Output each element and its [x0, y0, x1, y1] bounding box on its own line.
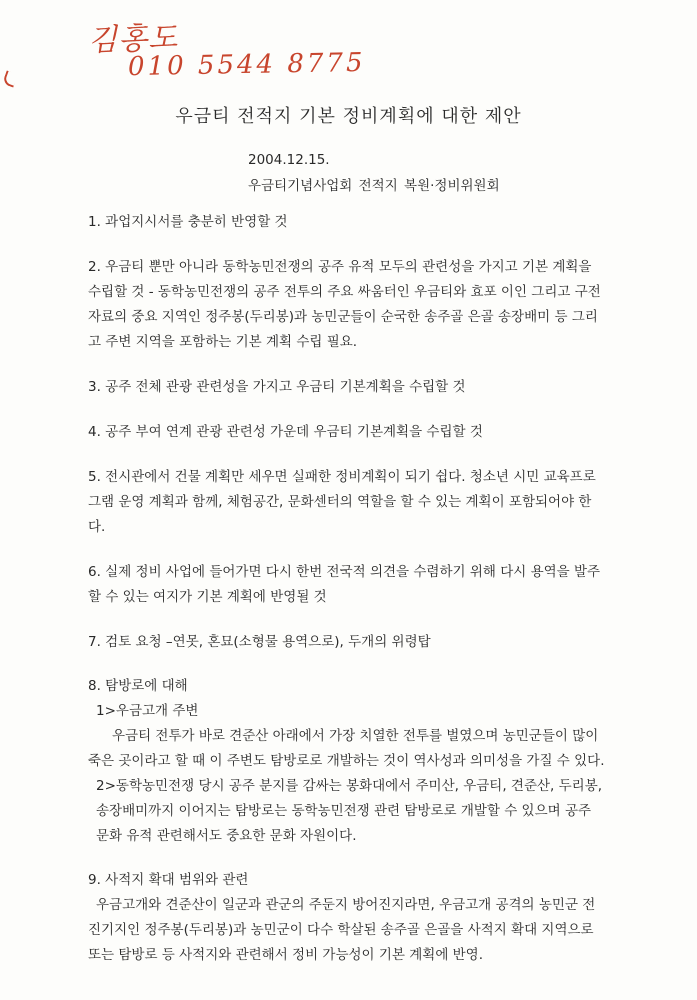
- margin-mark-icon: [2, 70, 18, 87]
- proposal-item-7: [88, 630, 608, 655]
- proposal-item-text: 2. 우금티 뿐만 아니라 동학농민전쟁의 공주 유적 모두의 관련성을 가지고 기본 계획을 수립할 것 - 동학농민전쟁의 공주 전투의 주요 싸움터인 우금티와 효포 이인 그리고 구전 자료의 중요 지역인 정주봉(두리봉)과 농민군들이 순국한 송주골 은골 송장배미 등 그리고 주변 지역을 포함하는 기본 계획 수립 필요.: [88, 259, 601, 350]
- handwritten-name: 김홍도: [87, 20, 179, 59]
- document-date: 2004.12.15.: [248, 152, 330, 168]
- document-organization: 우금티기념사업회 전적지 복원·정비위원회: [248, 178, 500, 194]
- proposal-item-5: [88, 465, 608, 540]
- proposal-item-3: [88, 375, 608, 400]
- proposal-item-text: 7. 검토 요청 –연못, 혼묘(소형물 용역으로), 두개의 위령탑: [88, 634, 431, 650]
- proposal-item-8: [88, 674, 608, 849]
- proposal-item-text: 4. 공주 부여 연계 관광 관련성 가운데 우금티 기본계획을 수립할 것: [88, 424, 483, 440]
- proposal-list: [88, 210, 608, 988]
- proposal-item-text: 8. 탐방로에 대해: [88, 678, 188, 694]
- proposal-item-text: 5. 전시관에서 건물 계획만 세우면 실패한 정비계획이 되기 쉽다. 청소년 시민 교육프로그램 운영 계획과 함께, 체험공간, 문화센터의 역할을 할 수 있는 계획이 포함되어야 한다.: [88, 469, 596, 535]
- proposal-item-9: [88, 868, 608, 968]
- handwritten-phone: 010 5544 8775: [127, 47, 366, 83]
- proposal-item-4: [88, 420, 608, 445]
- subitem-body: 2>동학농민전쟁 당시 공주 분지를 감싸는 봉화대에서 주미산, 우금티, 견준산, 두리봉, 송장배미까지 이어지는 탐방로는 동학농민전쟁 관련 탐방로로 개발할 수 있으며 공주 문화 유적 관련해서도 중요한 문화 자원이다.: [96, 778, 603, 844]
- proposal-item-2: [88, 255, 608, 355]
- proposal-item-text: 3. 공주 전체 관광 관련성을 가지고 우금티 기본계획을 수립할 것: [88, 379, 466, 395]
- proposal-item-text: 6. 실제 정비 사업에 들어가면 다시 한번 전국적 의견을 수렴하기 위해 다시 용역을 발주할 수 있는 여지가 기본 계획에 반영될 것: [88, 564, 601, 605]
- proposal-item-6: [88, 560, 608, 610]
- document-title: 우금티 전적지 기본 정비계획에 대한 제안: [175, 106, 522, 127]
- subitem-body: 우금티 전투가 바로 견준산 아래에서 가장 치열한 전투를 벌였으며 농민군들이 많이 죽은 곳이라고 할 때 이 주변도 탐방로로 개발하는 것이 역사성과 의미성을 가질 수 있다.: [88, 728, 605, 769]
- subitem-heading: 1>우금고개 주변: [96, 703, 199, 719]
- proposal-item-1: [88, 210, 608, 235]
- proposal-item-text: 1. 과업지시서를 충분히 반영할 것: [88, 214, 288, 230]
- proposal-item-text: 9. 사적지 확대 범위와 관련: [88, 872, 249, 888]
- subitem-body: 우금고개와 견준산이 일군과 관군의 주둔지 방어진지라면, 우금고개 공격의 농민군 전진기지인 정주봉(두리봉)과 농민군이 다수 학살된 송주골 은골을 사적지 확대 지역으로 또는 탐방로 등 사적지와 관련해서 정비 가능성이 기본 계획에 반영.: [88, 897, 596, 963]
